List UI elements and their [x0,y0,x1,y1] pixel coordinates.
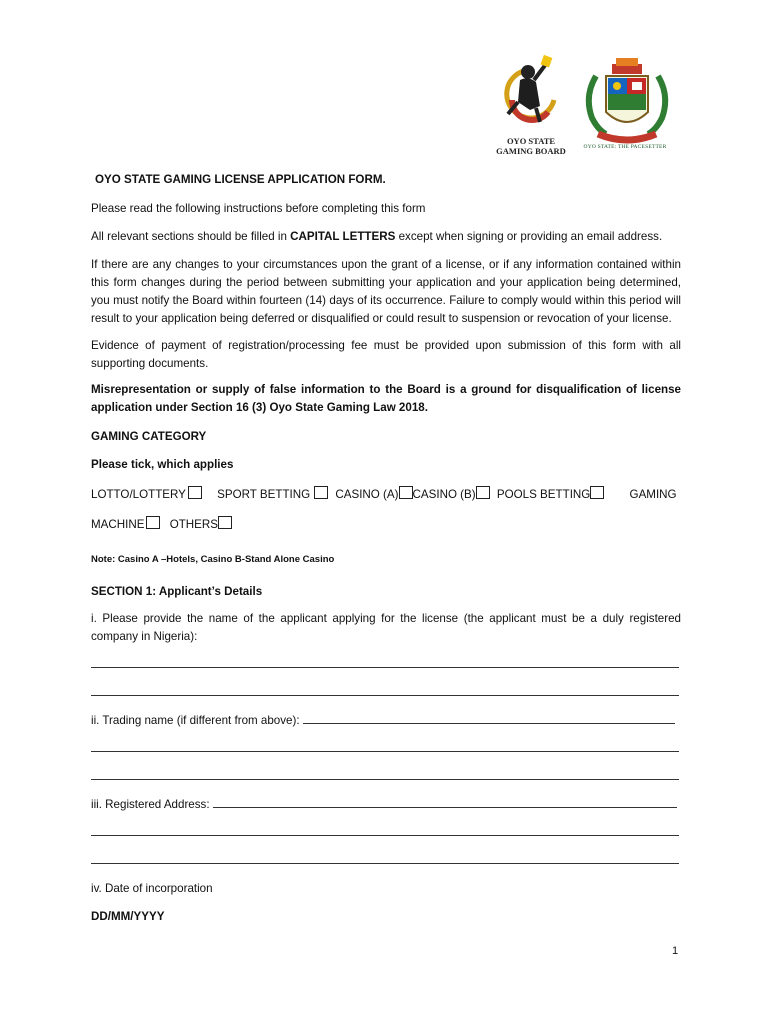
gaming-machine-checkbox[interactable] [146,516,160,529]
others-checkbox[interactable] [218,516,232,529]
applicant-name-line-2[interactable] [91,694,679,696]
category-casino-b-label: CASINO (B) [412,488,476,501]
casino-a-checkbox[interactable] [399,486,413,499]
category-gaming-label: GAMING [629,488,677,501]
section-1-heading: SECTION 1: Applicant’s Details [91,585,263,598]
registered-address-line-3[interactable] [91,862,679,864]
sport-betting-checkbox[interactable] [314,486,328,499]
coat-of-arms-logo [582,56,672,156]
instruction-2-pre: All relevant sections should be filled in [91,230,291,243]
registered-address-line[interactable] [213,797,677,808]
gaming-board-caption [490,136,572,156]
instruction-1: Please read the following instructions before completing this form [91,202,426,215]
header-logos [490,50,680,165]
lotto-checkbox[interactable] [188,486,202,499]
category-row-2 [91,516,232,534]
gaming-category-heading: GAMING CATEGORY [91,430,207,443]
trading-name-line-3[interactable] [91,778,679,780]
gaming-board-logo [490,50,572,136]
category-casino-a-label: CASINO (A) [335,488,399,501]
casino-note: Note: Casino A –Hotels, Casino B-Stand Alone Casino [91,554,335,565]
registered-address-label: iii. Registered Address: [91,798,210,811]
form-title: OYO STATE GAMING LICENSE APPLICATION FORM. [95,173,386,186]
registered-address-line-2[interactable] [91,834,679,836]
instruction-2-post: except when signing or providing an email address. [395,230,663,243]
date-format: DD/MM/YYYY [91,910,165,923]
trading-name-line[interactable] [303,713,675,724]
question-registered-address [91,796,681,814]
category-lotto-label: LOTTO/LOTTERY [91,488,186,501]
instruction-2-bold: CAPITAL LETTERS [290,230,396,243]
instruction-2 [91,228,681,246]
trading-name-line-2[interactable] [91,750,679,752]
warning-text: Misrepresentation or supply of false information to the Board is a ground for disqualification of license application under Section 16 (3) Oyo State Gaming Law 2018. [91,383,681,414]
pools-betting-checkbox[interactable] [590,486,604,499]
category-others-label: OTHERS [169,518,219,531]
page-number: 1 [672,945,679,957]
category-machine-label: MACHINE [91,518,145,531]
gaming-board-line1: OYO STATE [506,136,556,146]
question-applicant-name: i. Please provide the name of the applicant applying for the license (the applicant must be a duly registered company in Nigeria): [91,612,681,643]
category-sport-label: SPORT BETTING [217,488,311,501]
question-date-of-incorporation: iv. Date of incorporation [91,882,213,895]
applicant-name-line-1[interactable] [91,666,679,668]
tick-prompt: Please tick, which applies [91,458,234,471]
instruction-3: If there are any changes to your circumstances upon the grant of a license, or if any information contained within this form changes during the period between submitting your application and your application being determined, you must notify the Board within fourteen (14) days of its occurrence. Failure to comply would within this period will result to your application being deferred or disqualified or could result to suspension or revocation of your license. [91,258,681,325]
gaming-board-line2: GAMING BOARD [496,146,566,156]
category-pools-label: POOLS BETTING [496,488,591,501]
coat-of-arms-motto: OYO STATE: THE PACESETTER [583,144,667,150]
instruction-4: Evidence of payment of registration/processing fee must be provided upon submission of this form with all supporting documents. [91,339,681,370]
casino-b-checkbox[interactable] [476,486,490,499]
trading-name-label: ii. Trading name (if different from above): [91,714,300,727]
question-trading-name [91,712,681,730]
category-row-1 [91,486,677,504]
